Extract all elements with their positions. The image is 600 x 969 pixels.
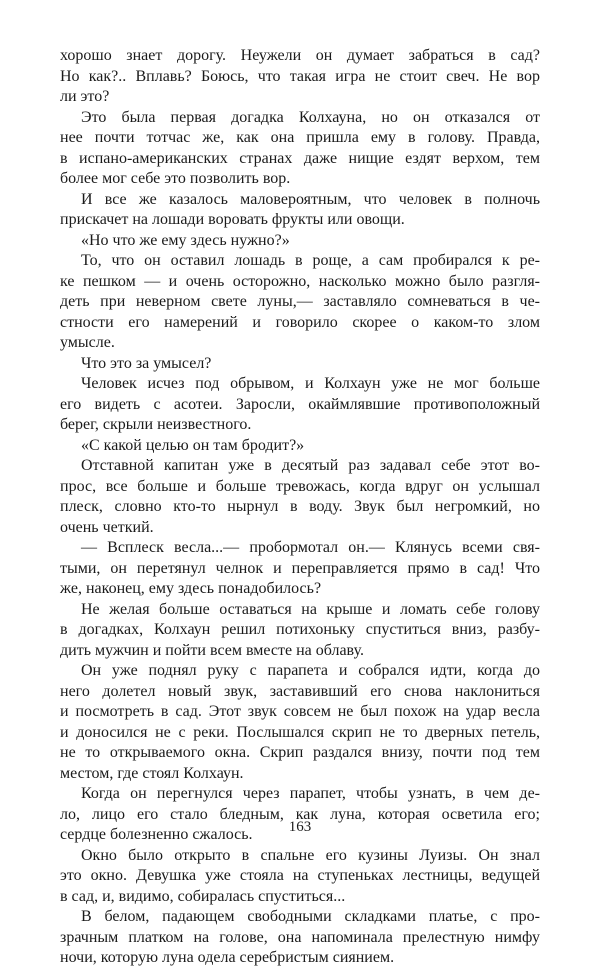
text-line: ли это? [60,88,110,105]
text-line: Он уже поднял руку с парапета и собрался идти, когда до [81,662,540,679]
paragraph [60,436,540,457]
text-line: прискачет на лошади воровать фрукты или овощи. [60,211,405,228]
text-line: «Но что же ему здесь нужно?» [81,231,290,249]
paragraph [60,907,540,969]
paragraph [60,354,540,375]
text-line: его видеть с асотеи. Заросли, окаймлявшие противоположный [60,395,540,413]
paragraph [60,190,540,231]
text-line: не то открываемого окна. Скрип раздался внизу, почти под тем [60,744,540,761]
paragraph [60,846,540,908]
text-line: деть при неверном свете луны,— заставляло сомневаться в че- [60,293,540,310]
text-line: местом, где стоял Колхаун. [60,764,244,782]
text-line: ло, лицо его стало бледным, как луна, которая осветила его; [60,805,540,823]
paragraph [60,108,540,190]
text-line: Человек исчез под обрывом, и Колхаун уже не мог больше [81,375,540,392]
text-line: зрачным платком на голове, она напоминала прелестную нимфу [60,928,540,946]
text-line: Но как?.. Вплавь? Боюсь, что такая игра не стоит свеч. Не вор [60,67,540,85]
paragraph [60,251,540,354]
text-line: же, наконец, ему здесь понадобилось? [60,580,322,597]
text-line: это окно. Девушка уже стояла на ступеньках лестницы, ведущей [60,867,540,884]
text-line: Окно было открыто в спальне его кузины Луизы. Он знал [81,846,540,864]
text-line: и доносился не с реки. Послышался скрип не то дверных петель, [60,723,540,741]
text-line: нее почти тотчас же, как она пришла ему в голову. Правда, [60,129,540,146]
text-line: Это была первая догадка Колхауна, но он отказался от [81,108,540,126]
text-line: стности его намерений и говорило скорее о каком-то злом [60,313,540,331]
text-line: в догадках, Колхаун решил потихоньку спуститься вниз, разбу- [60,621,540,638]
text-line: Что это за умысел? [81,354,212,372]
page-number: 163 [288,819,312,835]
text-line: Отставной капитан уже в десятый раз задавал себе этот во- [81,457,540,474]
text-line: прос, все больше и больше тревожась, когда вдруг он услышал [60,477,540,495]
text-line: него долетел новый звук, заставивший его снова наклониться [60,682,540,700]
paragraph [60,46,540,108]
text-line: «С какой целью он там бродит?» [81,436,305,454]
text-line: — Всплеск весла...— пробормотал он.— Клянусь всеми свя- [81,539,540,556]
text-line: В белом, падающем свободными складками платье, с про- [81,908,540,925]
text-line: и посмотреть в сад. Этот звук совсем не был похож на удар весла [60,703,540,720]
text-line: Не желая больше оставаться на крыше и ломать себе голову [81,600,540,618]
text-line: в сад, и, видимо, собиралась спуститься... [60,887,346,905]
text-line: берег, скрыли неизвестного. [60,416,252,433]
text-line: плеск, словно кто-то нырнул в воду. Звук был негромкий, но [60,498,540,515]
text-line: умысле. [60,334,115,351]
text-line: очень четкий. [60,518,154,536]
paragraph [60,231,540,252]
text-line: тыми, он перетянул челнок и переправляется прямо в сад! Что [60,559,540,577]
paragraph [60,784,540,846]
paragraph [60,600,540,662]
text-line: в испано-американских странах даже нищие ездят верхом, тем [60,149,540,167]
paragraph [60,661,540,784]
text-line: Когда он перегнулся через парапет, чтобы узнать, в чем де- [81,785,540,802]
paragraph [60,456,540,538]
text-line: дить мужчин и пойти всем вместе на облаву. [60,641,364,659]
text-line: ночи, которую луна одела серебристым сиянием. [60,949,395,966]
text-line: ке пешком — и очень осторожно, насколько можно было разгля- [60,272,540,290]
text-line: То, что он оставил лошадь в роще, а сам пробирался к ре- [81,252,540,269]
text-line: сердце болезненно сжалось. [60,826,253,843]
paragraph [60,538,540,600]
paragraph [60,374,540,436]
text-line: более мог себе это позволить вор. [60,170,291,187]
text-line: И все же казалось маловероятным, что человек в полночь [81,190,540,208]
text-line: хорошо знает дорогу. Неужели он думает забраться в сад? [60,47,540,64]
